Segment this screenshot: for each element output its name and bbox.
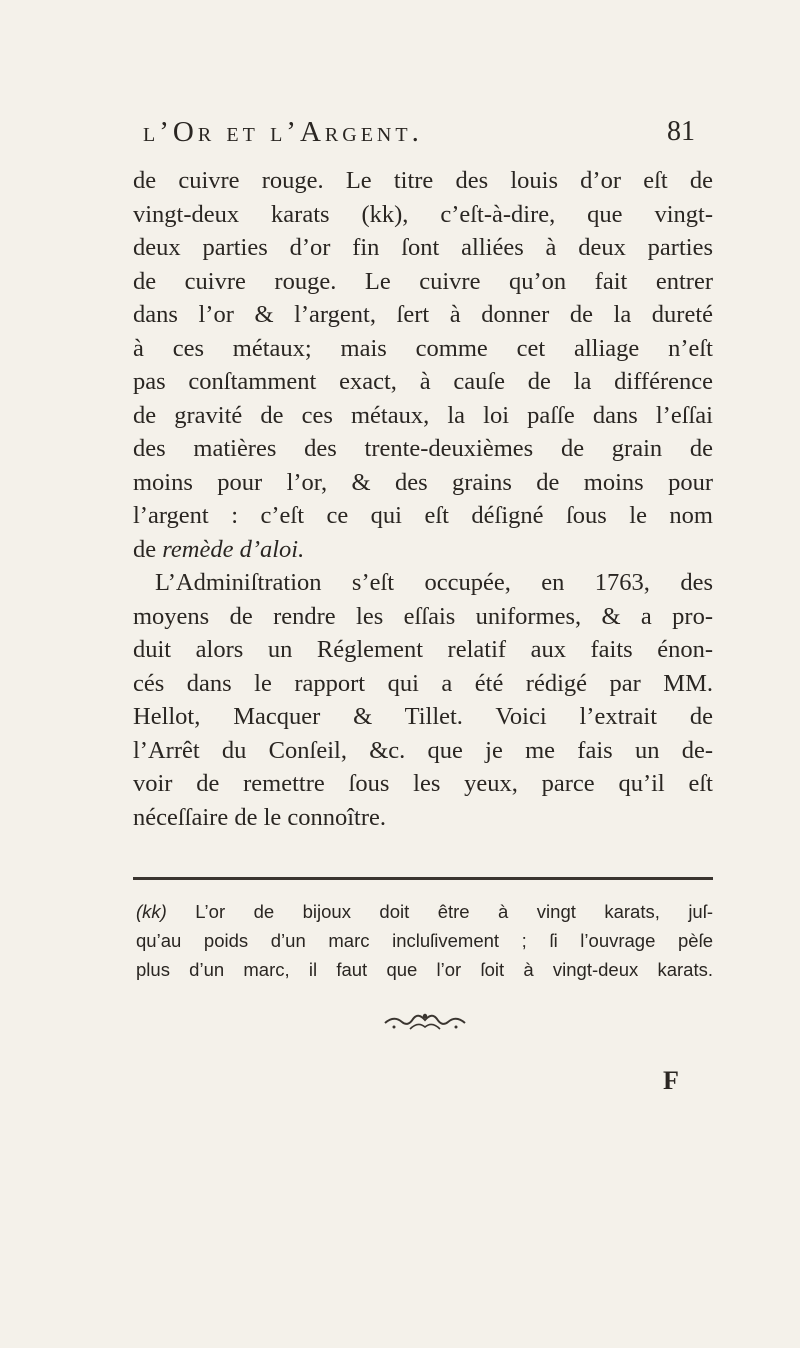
text-line: vingt-deux karats (kk), c’eſt-à-dire, que vingt- xyxy=(133,200,713,228)
footnote-line: plus d’un marc, il faut que l’or ſoit à vingt-deux karats. xyxy=(136,959,713,980)
footnote-divider xyxy=(133,877,713,880)
text-line: voir de remettre ſous les yeux, parce qu’il eſt xyxy=(133,770,713,797)
text-line: duit alors un Réglement relatif aux faits énon- xyxy=(133,636,713,663)
text-line: cés dans le rapport qui a été rédigé par MM. xyxy=(133,669,713,697)
text-line: deux parties d’or fin ſont alliées à deux parties xyxy=(133,234,713,261)
footnote-marker: (kk) xyxy=(136,901,167,922)
main-text xyxy=(133,164,713,834)
text-line: moyens de rendre les eſſais uniformes, & a pro- xyxy=(133,602,713,630)
italic-term: remède d’aloi. xyxy=(162,535,305,563)
footnote-line xyxy=(136,897,713,926)
paragraph-start: L’Adminiſtration s’eſt occupée, en 1763, des xyxy=(155,569,713,596)
text-line: pas conſtamment exact, à cauſe de la différence xyxy=(133,368,713,395)
text-line: des matières des trente-deuxièmes de grain de xyxy=(133,435,713,462)
page-number: 81 xyxy=(667,116,695,147)
signature-mark: F xyxy=(663,1066,679,1095)
text-line: moins pour l’or, & des grains de moins pour xyxy=(133,468,713,496)
text-line: néceſſaire de le connoître. xyxy=(133,803,387,831)
text-line: dans l’or & l’argent, ſert à donner de la dureté xyxy=(133,301,713,328)
running-header xyxy=(143,116,703,156)
text-line-prefix: de xyxy=(133,535,163,563)
footnote xyxy=(136,897,713,984)
footnote-line: qu’au poids d’un marc incluſivement ; ſi l’ouvrage pèſe xyxy=(136,930,713,951)
footnote-text: L’or de bijoux doit être à vingt karats, juſ- xyxy=(166,901,713,922)
text-line: de cuivre rouge. Le titre des louis d’or eſt de xyxy=(133,167,713,194)
text-line: Hellot, Macquer & Tillet. Voici l’extrait de xyxy=(133,703,713,730)
running-title: l’Or et l’Argent. xyxy=(143,116,423,148)
ornament-icon xyxy=(380,1007,470,1035)
text-line: l’argent : c’eſt ce qui eſt déſigné ſous le nom xyxy=(133,502,713,529)
text-line: à ces métaux; mais comme cet alliage n’eſt xyxy=(133,334,713,362)
text-line: de gravité de ces métaux, la loi paſſe dans l’eſſai xyxy=(133,401,713,429)
text-line-remede xyxy=(133,533,713,567)
text-line: de cuivre rouge. Le cuivre qu’on fait entrer xyxy=(133,267,713,295)
text-line: l’Arrêt du Conſeil, &c. que je me fais un de- xyxy=(133,736,713,764)
